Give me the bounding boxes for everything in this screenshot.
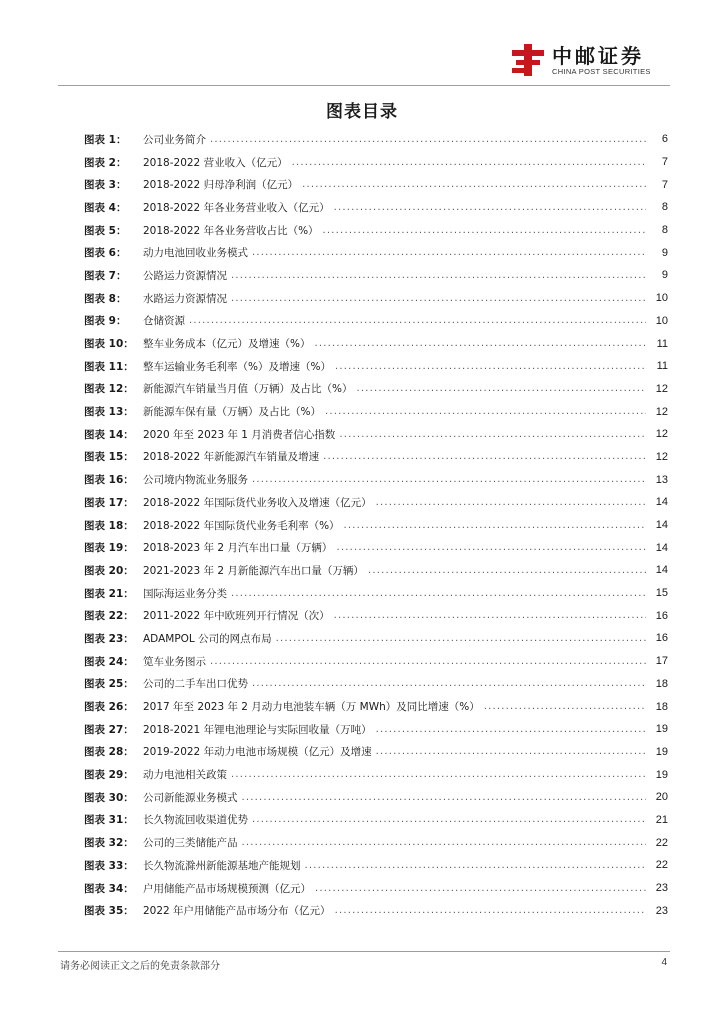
toc-entry-title: 动力电池回收业务模式 [143, 247, 248, 260]
toc-entry-title: 2018-2022 年国际货代业务毛利率（%） [143, 519, 340, 532]
toc-entry-page: 19 [655, 768, 668, 781]
toc-entry[interactable] [84, 695, 668, 718]
toc-entry-label: 图表 10： [84, 338, 134, 351]
toc-leader-dots [252, 814, 646, 825]
toc-entry-page: 19 [655, 745, 668, 758]
toc-entry-label: 图表 9： [84, 315, 127, 328]
toc-entry[interactable] [84, 287, 668, 310]
toc-entry[interactable] [84, 899, 668, 922]
toc-leader-dots [334, 610, 646, 621]
toc-entry-label: 图表 18： [84, 519, 134, 532]
toc-leader-dots [231, 769, 646, 780]
toc-entry-title: 公路运力资源情况 [143, 269, 227, 282]
toc-entry[interactable] [84, 128, 668, 151]
toc-entry-title: 长久物流滁州新能源基地产能规划 [143, 859, 301, 872]
toc-entry-label: 图表 24： [84, 655, 134, 668]
toc-entry-title: 长久物流回收渠道优势 [143, 814, 248, 827]
toc-entry-label: 图表 3： [84, 179, 127, 192]
toc-entry-label: 图表 16： [84, 474, 134, 487]
toc-entry-title: 2017 年至 2023 年 2 月动力电池装车辆（万 MWh）及同比增速（%） [143, 701, 480, 714]
toc-entry-label: 图表 23： [84, 632, 134, 645]
toc-entry[interactable] [84, 219, 668, 242]
toc-entry[interactable] [84, 241, 668, 264]
toc-entry-page: 10 [655, 314, 668, 327]
toc-entry-label: 图表 2： [84, 156, 127, 169]
toc-leader-dots [368, 565, 646, 576]
toc-leader-dots [252, 247, 646, 258]
toc-entry[interactable] [84, 650, 668, 673]
toc-leader-dots [315, 883, 646, 894]
toc-entry-title: 公司境内物流业务服务 [143, 474, 248, 487]
toc-entry-title: 2018-2023 年 2 月汽车出口量（万辆） [143, 542, 333, 555]
toc-entry[interactable] [84, 559, 668, 582]
toc-leader-dots [231, 588, 646, 599]
toc-entry-title: 国际海运业务分类 [143, 587, 227, 600]
toc-entry[interactable] [84, 718, 668, 741]
toc-entry-title: 新能源车保有量（万辆）及占比（%） [143, 406, 321, 419]
toc-entry-title: 2022 年户用储能产品市场分布（亿元） [143, 905, 331, 918]
toc-entry-page: 7 [661, 178, 668, 191]
toc-entry-label: 图表 30： [84, 791, 134, 804]
toc-entry-page: 22 [655, 836, 668, 849]
toc-entry-label: 图表 1： [84, 133, 127, 146]
toc-entry-page: 13 [655, 473, 668, 486]
toc-entry-title: 2021-2023 年 2 月新能源汽车出口量（万辆） [143, 564, 364, 577]
toc-entry-title: 动力电池相关政策 [143, 769, 227, 782]
toc-entry-label: 图表 17： [84, 496, 134, 509]
toc-entry[interactable] [84, 355, 668, 378]
toc-entry-label: 图表 29： [84, 769, 134, 782]
toc-entry-title: 公司新能源业务模式 [143, 791, 238, 804]
toc-entry[interactable] [84, 536, 668, 559]
toc-entry-title: 2018-2022 年国际货代业务收入及增速（亿元） [143, 496, 372, 509]
toc-entry-title: 笕车业务图示 [143, 655, 206, 668]
toc-entry-page: 10 [655, 292, 668, 305]
toc-leader-dots [314, 338, 646, 349]
toc-leader-dots [252, 678, 646, 689]
toc-entry-title: 公司业务简介 [143, 133, 206, 146]
footer-divider [58, 951, 670, 952]
toc-entry[interactable] [84, 627, 668, 650]
page-number: 4 [661, 957, 667, 968]
toc-entry-page: 12 [655, 405, 668, 418]
toc-leader-dots [252, 474, 646, 485]
table-of-figures [84, 128, 668, 922]
toc-entry-title: 水路运力资源情况 [143, 292, 227, 305]
toc-entry-page: 20 [655, 791, 668, 804]
brand-logo [510, 40, 670, 82]
toc-entry-page: 14 [655, 564, 668, 577]
toc-leader-dots [231, 293, 646, 304]
toc-entry-label: 图表 19： [84, 542, 134, 555]
page-title: 图表目录 [326, 102, 398, 122]
toc-entry[interactable] [84, 446, 668, 469]
toc-entry-label: 图表 25： [84, 678, 134, 691]
toc-entry-label: 图表 20： [84, 564, 134, 577]
toc-entry-page: 17 [655, 655, 668, 668]
toc-entry-label: 图表 27： [84, 723, 134, 736]
toc-leader-dots [336, 542, 646, 553]
toc-entry-page: 16 [655, 632, 668, 645]
toc-entry-title: 2018-2022 年各业务营业收入（亿元） [143, 201, 330, 214]
toc-entry-page: 18 [655, 677, 668, 690]
toc-entry-title: 公司的二手车出口优势 [143, 678, 248, 691]
toc-leader-dots [210, 656, 646, 667]
toc-entry[interactable] [84, 468, 668, 491]
toc-entry-page: 12 [655, 428, 668, 441]
toc-entry-page: 8 [661, 201, 668, 214]
toc-entry-page: 14 [655, 541, 668, 554]
toc-entry[interactable] [84, 877, 668, 900]
toc-entry[interactable] [84, 173, 668, 196]
toc-entry-label: 图表 4： [84, 201, 127, 214]
toc-entry-title: 2011-2022 年中欧班列开行情况（次） [143, 610, 330, 623]
toc-entry-label: 图表 34： [84, 882, 134, 895]
toc-entry-page: 12 [655, 450, 668, 463]
toc-entry-page: 23 [655, 882, 668, 895]
toc-entry-label: 图表 12： [84, 383, 134, 396]
toc-leader-dots [376, 724, 646, 735]
toc-entry[interactable] [84, 423, 668, 446]
toc-entry[interactable] [84, 763, 668, 786]
toc-entry-label: 图表 22： [84, 610, 134, 623]
toc-entry-page: 21 [655, 813, 668, 826]
toc-entry-page: 11 [656, 360, 668, 373]
toc-entry[interactable] [84, 809, 668, 832]
toc-leader-dots [334, 202, 646, 213]
toc-entry-title: 公司的三类储能产品 [143, 837, 238, 850]
toc-entry[interactable] [84, 831, 668, 854]
toc-leader-dots [292, 157, 646, 168]
toc-entry-label: 图表 33： [84, 859, 134, 872]
toc-entry-title: ADAMPOL 公司的网点布局 [143, 632, 272, 645]
toc-leader-dots [305, 860, 647, 871]
toc-entry-title: 2018-2022 归母净利润（亿元） [143, 179, 299, 192]
toc-leader-dots [231, 270, 646, 281]
toc-entry[interactable] [84, 196, 668, 219]
toc-entry-label: 图表 28： [84, 746, 134, 759]
toc-entry-title: 户用储能产品市场规模预测（亿元） [143, 882, 311, 895]
toc-entry-page: 11 [656, 337, 668, 350]
toc-entry[interactable] [84, 582, 668, 605]
toc-entry[interactable] [84, 786, 668, 809]
toc-entry-label: 图表 35： [84, 905, 134, 918]
toc-entry-page: 22 [655, 859, 668, 872]
toc-entry[interactable] [84, 378, 668, 401]
toc-entry-label: 图表 31： [84, 814, 134, 827]
toc-entry-label: 图表 32： [84, 837, 134, 850]
toc-entry-label: 图表 14： [84, 428, 134, 441]
toc-entry-title: 2020 年至 2023 年 1 月消费者信心指数 [143, 428, 336, 441]
toc-entry-title: 整车运输业务毛利率（%）及增速（%） [143, 360, 331, 373]
toc-entry-page: 16 [655, 609, 668, 622]
toc-entry-page: 9 [661, 246, 668, 259]
toc-entry-label: 图表 26： [84, 701, 134, 714]
toc-entry-page: 7 [661, 156, 668, 169]
toc-leader-dots [335, 361, 646, 372]
toc-leader-dots [210, 134, 646, 145]
toc-entry-title: 仓储资源 [143, 315, 185, 328]
toc-leader-dots [242, 837, 647, 848]
toc-leader-dots [356, 383, 646, 394]
toc-entry-label: 图表 8： [84, 292, 127, 305]
toc-entry[interactable] [84, 604, 668, 627]
toc-entry-page: 14 [655, 496, 668, 509]
toc-leader-dots [302, 179, 646, 190]
toc-entry-page: 8 [661, 224, 668, 237]
toc-entry-title: 2018-2022 年新能源汽车销量及增速 [143, 451, 320, 464]
toc-entry-page: 14 [655, 519, 668, 532]
toc-leader-dots [376, 497, 646, 508]
china-post-logo-icon [510, 42, 546, 78]
toc-leader-dots [242, 792, 647, 803]
toc-entry-title: 整车业务成本（亿元）及增速（%） [143, 338, 311, 351]
toc-entry-title: 新能源汽车销量当月值（万辆）及占比（%） [143, 383, 353, 396]
toc-entry-title: 2019-2022 年动力电池市场规模（亿元）及增速 [143, 746, 372, 759]
toc-entry[interactable] [84, 264, 668, 287]
toc-entry-page: 6 [661, 133, 668, 146]
toc-leader-dots [339, 429, 646, 440]
toc-leader-dots [344, 520, 646, 531]
toc-entry-label: 图表 13： [84, 406, 134, 419]
toc-entry-page: 18 [655, 700, 668, 713]
toc-entry[interactable] [84, 673, 668, 696]
toc-entry-page: 19 [655, 723, 668, 736]
toc-entry-label: 图表 11： [84, 360, 134, 373]
toc-leader-dots [276, 633, 646, 644]
toc-entry-label: 图表 7： [84, 269, 127, 282]
toc-leader-dots [323, 451, 646, 462]
toc-entry[interactable] [84, 514, 668, 537]
toc-entry-page: 12 [655, 382, 668, 395]
toc-entry[interactable] [84, 741, 668, 764]
toc-entry-page: 9 [661, 269, 668, 282]
page-header [58, 40, 670, 86]
toc-entry-label: 图表 15： [84, 451, 134, 464]
toc-leader-dots [323, 225, 646, 236]
toc-entry[interactable] [84, 310, 668, 333]
toc-entry[interactable] [84, 332, 668, 355]
toc-entry-title: 2018-2022 营业收入（亿元） [143, 156, 288, 169]
footer-disclaimer: 请务必阅读正文之后的免责条款部分 [60, 961, 220, 972]
toc-leader-dots [376, 746, 646, 757]
toc-entry-label: 图表 5： [84, 224, 127, 237]
toc-entry[interactable] [84, 151, 668, 174]
toc-entry-title: 2018-2021 年锂电池理论与实际回收量（万吨） [143, 723, 372, 736]
toc-entry-page: 15 [655, 587, 668, 600]
toc-leader-dots [189, 315, 646, 326]
toc-entry-page: 23 [655, 904, 668, 917]
header-divider [58, 85, 670, 86]
toc-entry[interactable] [84, 400, 668, 423]
toc-entry-label: 图表 21： [84, 587, 134, 600]
brand-name-en: CHINA POST SECURITIES [552, 67, 651, 76]
toc-leader-dots [325, 406, 646, 417]
toc-entry[interactable] [84, 491, 668, 514]
toc-leader-dots [484, 701, 646, 712]
toc-entry-title: 2018-2022 年各业务营收占比（%） [143, 224, 319, 237]
brand-name-cn: 中邮证券 [552, 44, 644, 68]
toc-leader-dots [335, 905, 646, 916]
toc-entry-label: 图表 6： [84, 247, 127, 260]
toc-entry[interactable] [84, 854, 668, 877]
